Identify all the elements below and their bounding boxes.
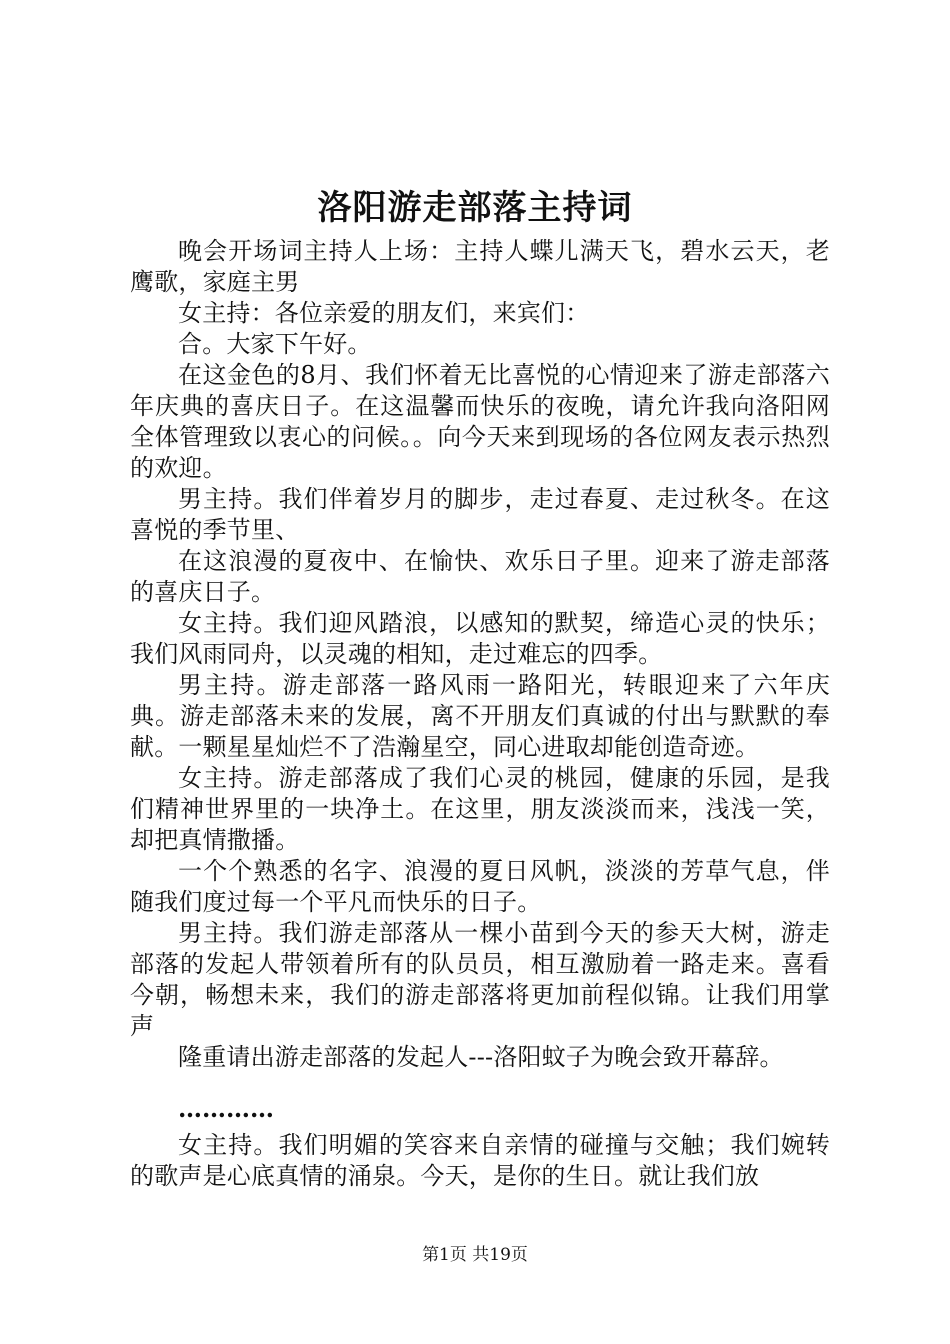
paragraph-male-host-sapling: 男主持。我们游走部落从一棵小苗到今天的参天大树，游走部落的发起人带领着所有的队员员，相互激励着一路走来。喜看今朝，畅想未来，我们的游走部落将更加前程似锦。让我们用掌声: [130, 919, 830, 1040]
separator-dots: …………: [178, 1094, 274, 1123]
paragraph-summer-night: 在这浪漫的夏夜中、在愉快、欢乐日子里。迎来了游走部落的喜庆日子。: [130, 547, 830, 606]
paragraph-opening: 晚会开场词主持人上场：主持人蝶儿满天飞，碧水云天，老鹰歌，家庭主男: [130, 237, 830, 296]
document-title: 洛阳游走部落主持词: [317, 188, 633, 228]
paragraph-familiar-names: 一个个熟悉的名字、浪漫的夏日风帆，淡淡的芳草气息，伴随我们度过每一个平凡而快乐的日子。: [130, 857, 830, 916]
paragraph-male-host-seasons: 男主持。我们伴着岁月的脚步，走过春夏、走过秋冬。在这喜悦的季节里、: [130, 485, 830, 544]
paragraph-together-greeting: 合。大家下午好。: [178, 330, 372, 358]
paragraph-female-host-smile: 女主持。我们明媚的笑容来自亲情的碰撞与交触；我们婉转的歌声是心底真情的涌泉。今天，是你的生日。就让我们放: [130, 1131, 830, 1190]
paragraph-female-host-greeting: 女主持：各位亲爱的朋友们，来宾们：: [178, 299, 590, 327]
paragraph-female-host-peach-garden: 女主持。游走部落成了我们心灵的桃园，健康的乐园，是我们精神世界里的一块净土。在这里，朋友淡淡而来，浅浅一笑，却把真情撒播。: [130, 764, 830, 854]
document-body: [130, 236, 830, 1192]
paragraph-golden-august: 在这金色的8月、我们怀着无比喜悦的心情迎来了游走部落六年庆典的喜庆日子。在这温馨而快乐的夜晚，请允许我向洛阳网全体管理致以衷心的问候。。向今天来到现场的各位网友表示热烈的欢迎。: [130, 361, 830, 482]
paragraph-invite-founder: 隆重请出游走部落的发起人---洛阳蚊子为晚会致开幕辞。: [178, 1043, 784, 1071]
paragraph-male-host-sunshine: 男主持。游走部落一路风雨一路阳光，转眼迎来了六年庆典。游走部落未来的发展，离不开朋友们真诚的付出与默默的奉献。一颗星星灿烂不了浩瀚星空，同心进取却能创造奇迹。: [130, 671, 830, 761]
page-footer: 第1页 共19页: [422, 1245, 528, 1265]
paragraph-female-host-wind: 女主持。我们迎风踏浪，以感知的默契，缔造心灵的快乐；我们风雨同舟，以灵魂的相知，走过难忘的四季。: [130, 609, 830, 668]
